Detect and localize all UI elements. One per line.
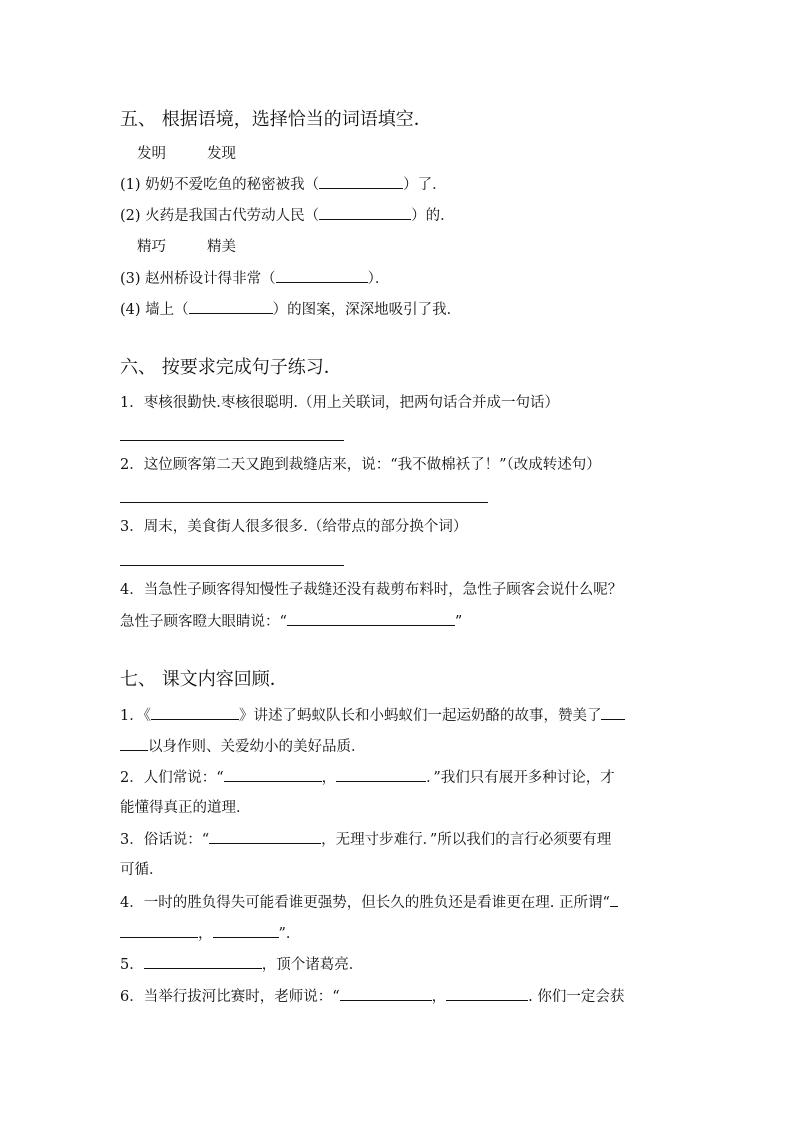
answer-blank[interactable]	[276, 268, 368, 283]
question-6-2: 2．这位顾客第二天又跑到裁缝店来，说：“我不做棉袄了！”（改成转述句）	[120, 457, 601, 473]
question-6-3: 3．周末，美食街人很多很多.（给带点的部分换个词）	[120, 519, 468, 535]
answer-line[interactable]	[120, 502, 488, 503]
word-options-a	[137, 144, 236, 164]
question-5-4	[120, 299, 461, 320]
answer-blank[interactable]	[319, 205, 411, 220]
question-text: ）．	[367, 271, 390, 287]
question-text: ，	[321, 770, 337, 786]
question-text: (3) 赵州桥设计得非常（	[120, 271, 276, 287]
word-option: 精美	[207, 239, 236, 255]
answer-blank[interactable]	[120, 923, 198, 938]
question-text: 5．	[120, 957, 144, 973]
question-text: ”	[454, 614, 463, 630]
question-7-1-line2	[120, 736, 366, 757]
question-7-5	[120, 954, 363, 975]
question-7-1	[120, 705, 625, 726]
question-text: 》讲述了蚂蚁队长和小蚂蚁们一起运奶酪的故事，赞美了	[238, 708, 602, 724]
question-5-3	[120, 268, 389, 289]
answer-blank[interactable]	[610, 892, 618, 907]
question-6-4: 4．当急性子顾客得知慢性子裁缝还没有裁剪布料时，急性子顾客会说什么呢？	[120, 582, 623, 598]
question-6-4-line2	[120, 611, 462, 632]
section-6-title: 六、 按要求完成句子练习．	[120, 357, 342, 378]
question-7-4-line2	[120, 923, 300, 944]
answer-blank[interactable]	[446, 986, 528, 1001]
question-7-3	[120, 829, 611, 850]
answer-blank[interactable]	[224, 767, 322, 782]
answer-blank[interactable]	[340, 986, 432, 1001]
question-text: (4) 墙上（	[120, 302, 189, 318]
question-text: 3．俗话说：“	[120, 832, 210, 848]
answer-blank[interactable]	[336, 767, 426, 782]
question-text: 急性子顾客瞪大眼睛说：“	[120, 614, 287, 630]
answer-blank[interactable]	[287, 611, 455, 626]
question-text: 2．人们常说：“	[120, 770, 224, 786]
answer-blank[interactable]	[601, 705, 625, 720]
question-text: 4．一时的胜负得失可能看谁更强势，但长久的胜负还是看谁更在理. 正所谓“	[120, 895, 610, 911]
question-text: ，	[431, 989, 447, 1005]
section-5-title: 五、 根据语境，选择恰当的词语填空．	[120, 109, 432, 130]
answer-line[interactable]	[120, 440, 344, 441]
word-option: 发明	[137, 146, 166, 162]
question-7-2-line2: 能懂得真正的道理．	[120, 800, 251, 816]
word-option: 发现	[207, 146, 236, 162]
question-text: (2) 火药是我国古代劳动人民（	[120, 208, 320, 224]
question-text: 1．《	[120, 708, 151, 724]
answer-blank[interactable]	[151, 705, 239, 720]
question-text: ）了．	[403, 177, 447, 193]
answer-blank[interactable]	[144, 954, 262, 969]
word-options-b	[137, 237, 236, 257]
answer-blank[interactable]	[120, 736, 148, 751]
section-7-title: 七、 课文内容回顾．	[120, 669, 288, 690]
question-text: ）的．	[411, 208, 455, 224]
question-text: 6．当举行拔河比赛时，老师说：“	[120, 989, 340, 1005]
question-text: ，顶个诸葛亮．	[261, 957, 364, 973]
answer-line[interactable]	[120, 565, 344, 566]
question-5-1	[120, 174, 447, 195]
answer-blank[interactable]	[209, 829, 321, 844]
question-5-2	[120, 205, 455, 226]
question-7-2	[120, 767, 615, 788]
question-text: . 你们一定会获	[528, 989, 625, 1005]
question-text: ，	[198, 926, 213, 942]
question-6-1: 1．枣核很勤快.枣核很聪明.（用上关联词，把两句话合并成一句话）	[120, 395, 559, 411]
question-7-3-line2: 可循．	[120, 862, 164, 878]
question-7-4	[120, 892, 618, 913]
answer-blank[interactable]	[189, 299, 273, 314]
question-text: ．”我们只有展开多种讨论，才	[426, 770, 615, 786]
question-text: ”．	[278, 926, 301, 942]
question-text: (1) 奶奶不爱吃鱼的秘密被我（	[120, 177, 320, 193]
question-text: 以身作则、关爱幼小的美好品质．	[148, 739, 366, 755]
answer-blank[interactable]	[319, 174, 403, 189]
question-7-6	[120, 986, 624, 1007]
question-text: ，无理寸步难行．”所以我们的言行必须要有理	[321, 832, 612, 848]
answer-blank[interactable]	[213, 923, 279, 938]
question-text: ）的图案，深深地吸引了我．	[272, 302, 462, 318]
word-option: 精巧	[137, 239, 166, 255]
